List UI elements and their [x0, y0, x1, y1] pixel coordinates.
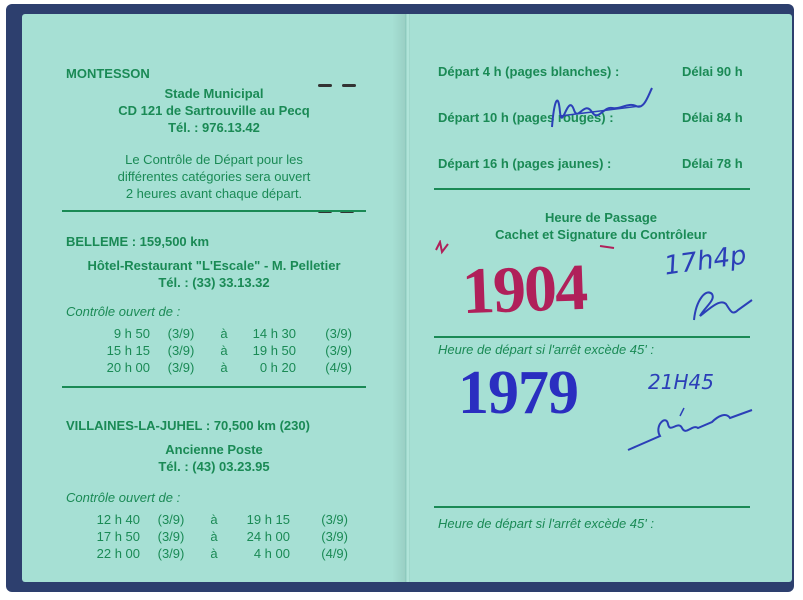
handwritten-departure-time: 21H45: [648, 370, 714, 394]
departure-note: Heure de départ si l'arrêt excède 45' :: [438, 516, 654, 531]
start-venue: Stade Municipal: [164, 86, 264, 101]
stamp-border-mark: [430, 240, 620, 256]
departure-note: Heure de départ si l'arrêt excède 45' :: [438, 342, 654, 357]
divider: [434, 188, 750, 190]
handwritten-time: 17h4p: [662, 240, 749, 282]
checkpoint-1-open-label: Contrôle ouvert de :: [66, 304, 181, 319]
divider: [434, 506, 750, 508]
stamp-departure-time: 1979: [458, 359, 578, 427]
departure-delay: Délai 84 h: [682, 110, 743, 125]
divider: [434, 336, 750, 338]
signature-scribble-top: [540, 82, 660, 142]
checkpoint-2-hours: [88, 512, 348, 563]
hours-row: 9 h 50 (3/9) à 14 h 30 (3/9): [113, 326, 352, 341]
departure-delay: Délai 90 h: [682, 64, 743, 79]
hours-row: 12 h 40 (3/9) à 19 h 15 (3/9): [96, 512, 348, 527]
control-booklet: [6, 4, 794, 592]
start-address: CD 121 de Sartrouville au Pecq: [118, 103, 310, 118]
hours-row: 22 h 00 (3/9) à 4 h 00 (4/9): [96, 546, 348, 561]
hours-row: 17 h 50 (3/9) à 24 h 00 (3/9): [96, 529, 348, 544]
checkpoint-2-tel: Tél. : (43) 03.23.95: [158, 459, 270, 474]
start-tel: Tél. : 976.13.42: [168, 120, 260, 135]
left-page: [22, 14, 406, 582]
checkpoint-2-title: VILLAINES-LA-JUHEL : 70,500 km (230): [66, 418, 310, 433]
start-note-line: Le Contrôle de Départ pour les: [125, 152, 303, 167]
checkpoint-2-place: Ancienne Poste: [165, 442, 263, 457]
divider: [62, 386, 366, 388]
hours-row: 20 h 00 (3/9) à 0 h 20 (4/9): [106, 360, 352, 375]
stamp-arrival-time: 1904: [460, 250, 588, 329]
start-city: MONTESSON: [66, 66, 150, 81]
departure-line: Départ 10 h (pages rouges) :: [438, 110, 614, 125]
signature-scribble: [620, 402, 760, 458]
hours-row: 15 h 15 (3/9) à 19 h 50 (3/9): [106, 343, 352, 358]
departure-line: Départ 16 h (pages jaunes) :: [438, 156, 612, 171]
right-page: [410, 14, 792, 582]
departure-line: Départ 4 h (pages blanches) :: [438, 64, 620, 79]
checkpoint-1-hours: [102, 326, 352, 377]
checkpoint-1-place: Hôtel-Restaurant "L'Escale" - M. Pelletier: [87, 258, 341, 273]
passage-title: Heure de Passage: [544, 210, 657, 225]
passage-subtitle: Cachet et Signature du Contrôleur: [495, 227, 707, 242]
checkpoint-1-title: BELLEME : 159,500 km: [66, 234, 210, 249]
departure-delay: Délai 78 h: [682, 156, 743, 171]
checkpoint-1-tel: Tél. : (33) 33.13.32: [158, 275, 270, 290]
start-note-line: 2 heures avant chaque départ.: [125, 186, 303, 201]
checkpoint-2-open-label: Contrôle ouvert de :: [66, 490, 181, 505]
signature-scribble: [686, 280, 766, 330]
start-note-line: différentes catégories sera ouvert: [117, 169, 311, 184]
divider: [62, 210, 366, 212]
